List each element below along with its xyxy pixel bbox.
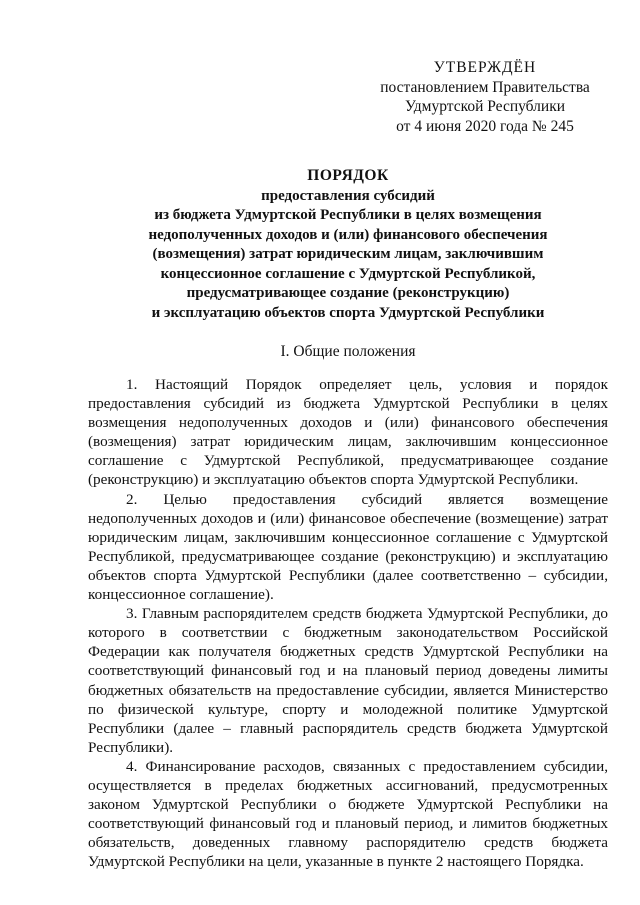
approval-title: УТВЕРЖДЁН <box>433 59 537 76</box>
document-title <box>88 166 608 323</box>
approval-date-number: от 4 июня 2020 года № 245 <box>396 117 574 135</box>
approval-resolution: постановлением Правительства <box>380 78 590 96</box>
document-title-line: из бюджета Удмуртской Республики в целях возмещения <box>154 207 542 223</box>
document-title-line: предоставления субсидий <box>261 187 435 204</box>
section-heading: I. Общие положения <box>280 343 416 360</box>
paragraph-1: 1. Настоящий Порядок определяет цель, условия и порядок предоставления субсидий из бюджета Удмуртской Республики в целях возмещения недополученных доходов и (или) финансового обеспечения (возмещения) затрат юридическим лицам, заключившим концессионное соглашение с Удмуртской Республикой, предусматривающее создание (реконструкцию) и эксплуатацию объектов спорта Удмуртской Республики. <box>88 376 608 489</box>
document-title-line: концессионное соглашение с Удмуртской Республикой, <box>160 265 536 282</box>
document-title-main: ПОРЯДОК <box>307 167 389 184</box>
paragraph-4: 4. Финансирование расходов, связанных с предоставлением субсидии, осуществляется в пределах бюджетных ассигнований, предусмотренных законом Удмуртской Республики о бюджете Удмуртской Республики на соответствующий финансовый год и плановый период, и лимитов бюджетных обязательств, доведенных главному распорядителю средств бюджета Удмуртской Республики на цели, указанные в пункте 2 настоящего Порядка. <box>88 757 608 871</box>
document-title-line: и эксплуатацию объектов спорта Удмуртской Республики <box>151 304 545 321</box>
document-title-line: предусматривающее создание (реконструкцию) <box>186 285 510 301</box>
document-body <box>88 375 608 871</box>
approval-government: Удмуртской Республики <box>404 98 566 115</box>
document-title-line: недополученных доходов и (или) финансового обеспечения <box>148 226 548 243</box>
approval-stamp <box>360 58 610 136</box>
paragraph-2: 2. Целью предоставления субсидий является возмещение недополученных доходов и (или) финансовое обеспечение (возмещение) затрат юридическим лицам, заключившим концессионное соглашение с Удмуртской Республикой, предусматривающее создание (реконструкцию) и эксплуатацию объектов спорта Удмуртской Республики (далее соответственно – субсидии, концессионное соглашение). <box>88 490 608 604</box>
paragraph-3: 3. Главным распорядителем средств бюджета Удмуртской Республики, до которого в соответствии с бюджетным законодательством Российской Федерации как получателя бюджетных средств Удмуртской Республики на соответствующий финансовый год и на плановый период доведены лимиты бюджетных обязательств на предоставление субсидии, является Министерство по физической культуре, спорту и молодежной политике Удмуртской Республики (далее – главный распорядитель средств бюджета Удмуртской Республики). <box>88 605 608 756</box>
document-title-line: (возмещения) затрат юридическим лицам, заключившим <box>152 246 544 262</box>
